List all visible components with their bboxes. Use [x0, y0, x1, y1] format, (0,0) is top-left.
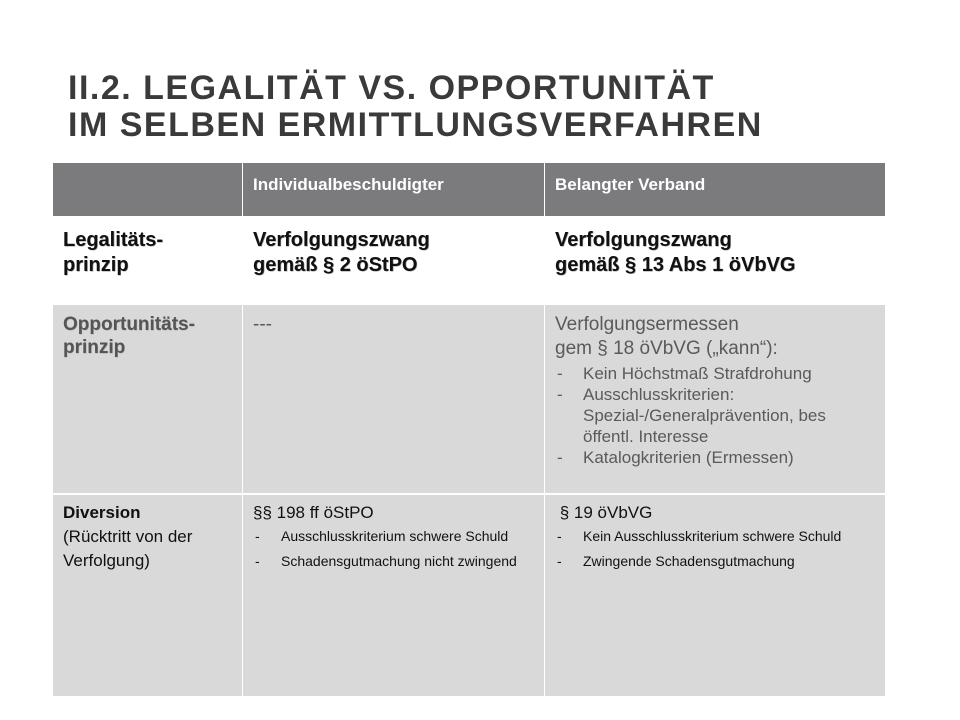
- header-verband: Belangter Verband: [545, 163, 886, 217]
- list-item: - Kein Ausschlusskriterium schwere Schuld: [555, 527, 875, 545]
- list-item: - Schadensgutmachung nicht zwingend: [253, 552, 534, 570]
- cell-opportunitaet-verband: [545, 304, 886, 495]
- row-label-diversion: [53, 494, 243, 696]
- cell-opportunitaet-individual: ---: [243, 304, 545, 495]
- table-row-legalitaet: [53, 217, 886, 303]
- cell-line1: Verfolgungsermessen: [555, 313, 739, 335]
- list-item: - Zwingende Schadensgutmachung: [555, 552, 875, 570]
- table-row-diversion: [53, 494, 886, 696]
- cell-legalitaet-verband: [545, 217, 886, 303]
- cell-head: § 19 öVbVG: [555, 503, 653, 523]
- opportunitaet-criteria-list: [555, 363, 875, 468]
- slide-title-line2: IM SELBEN ERMITTLUNGSVERFAHREN: [68, 106, 763, 144]
- table-row-opportunitaet: [53, 304, 886, 495]
- diversion-individual-list: [253, 527, 534, 570]
- list-item: - Katalogkriterien (Ermessen): [555, 447, 875, 468]
- list-item: - Ausschlusskriterium schwere Schuld: [253, 527, 534, 545]
- row-label-line2: prinzip: [63, 336, 126, 358]
- row-label-rest: (Rücktritt von der Verfolgung): [63, 527, 193, 571]
- row-label-line2: prinzip: [63, 254, 129, 277]
- cell-diversion-individual: [243, 494, 545, 696]
- row-label-opportunitaet: [53, 304, 243, 495]
- table-header-row: [53, 163, 886, 217]
- cell-diversion-verband: [545, 494, 886, 696]
- cell-line1: Verfolgungszwang: [253, 229, 430, 252]
- comparison-table: [52, 163, 886, 696]
- cell-head: §§ 198 ff öStPO: [253, 503, 374, 523]
- list-item: - Ausschlusskriterien: Spezial-/Generalprävention, bes öffentl. Interesse: [555, 384, 875, 447]
- cell-legalitaet-individual: [243, 217, 545, 303]
- row-label-bold: Diversion: [63, 503, 141, 523]
- list-item: - Kein Höchstmaß Strafdrohung: [555, 363, 875, 384]
- cell-line2: gemäß § 2 öStPO: [253, 254, 418, 277]
- cell-line1: Verfolgungszwang: [555, 229, 732, 252]
- header-empty: [53, 163, 243, 217]
- header-individual: Individualbeschuldigter: [243, 163, 545, 217]
- cell-line2: gemäß § 13 Abs 1 öVbVG: [555, 254, 796, 277]
- slide-title: [68, 70, 948, 144]
- row-label-line1: Legalitäts-: [63, 229, 164, 252]
- cell-line2: gem § 18 öVbVG („kann“):: [555, 337, 778, 359]
- diversion-verband-list: [555, 527, 875, 570]
- row-label-line1: Opportunitäts-: [63, 313, 195, 335]
- row-label-legalitaet: [53, 217, 243, 303]
- slide-title-line1: II.2. LEGALITÄT VS. OPPORTUNITÄT: [68, 69, 715, 107]
